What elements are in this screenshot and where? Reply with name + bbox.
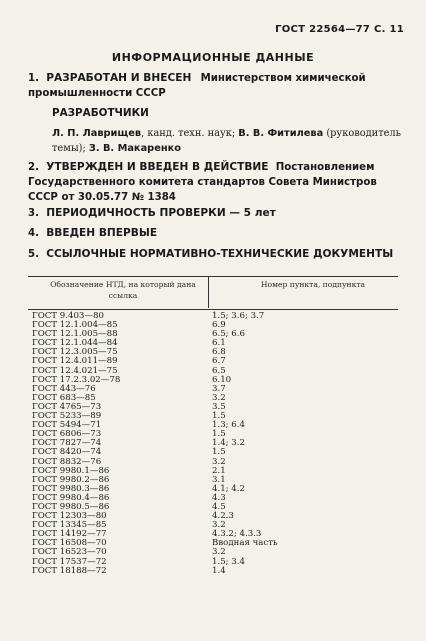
developer-3-name: З. В. Макаренко: [88, 143, 181, 154]
clause-number: 6.5; 6.6: [212, 329, 245, 340]
section-5-heading: ССЫЛОЧНЫЕ НОРМАТИВНО-ТЕХНИЧЕСКИЕ ДОКУМЕНТЫ: [46, 248, 394, 260]
clause-number: 4.1; 4.2: [212, 483, 245, 494]
clause-number: 4.5: [212, 501, 226, 512]
document-designation: ГОСТ 12.4.021—75: [32, 365, 118, 376]
clause-number: 4.3.2; 4.3.3: [212, 529, 262, 540]
clause-number: 4.3: [212, 492, 226, 503]
section-3: [28, 206, 410, 221]
col-header-clause: Номер пункта, подпункта: [260, 280, 366, 289]
clause-number: 6.10: [212, 374, 232, 385]
clause-number: 3.2: [212, 392, 226, 403]
section-2-date: 30.05.77 № 1384: [77, 192, 176, 203]
running-head: ГОСТ 22564—77 С. 11: [275, 24, 404, 35]
document-designation: ГОСТ 7827—74: [32, 438, 102, 449]
section-3-number: 3.: [28, 208, 39, 219]
document-designation: ГОСТ 12.1.004—85: [32, 320, 118, 331]
document-designation: ГОСТ 17.2.3.02—78: [32, 374, 121, 385]
section-2-heading: УТВЕРЖДЕН И ВВЕДЕН В ДЕЙСТВИЕ: [46, 161, 269, 173]
document-designation: ГОСТ 9980.2—86: [32, 474, 110, 485]
section-4-number: 4.: [28, 228, 39, 239]
clause-number: 1.4; 3.2: [212, 438, 245, 449]
clause-number: 3.2: [212, 547, 226, 558]
clause-number: 6.7: [212, 356, 226, 367]
section-1-text: Министерством химической промышленности СССР: [28, 73, 366, 99]
clause-number: 1.3; 6.4: [212, 420, 245, 431]
developer-1-name: Л. П. Лаврищев: [52, 128, 142, 139]
document-designation: ГОСТ 443—76: [32, 383, 96, 394]
document-designation: ГОСТ 12303—80: [32, 511, 107, 522]
clause-number: 1.5: [212, 429, 226, 440]
clause-number: 3.5: [212, 401, 226, 412]
clause-number: 2.1: [212, 465, 226, 476]
document-designation: ГОСТ 18188—72: [32, 565, 107, 576]
document-designation: ГОСТ 14192—77: [32, 529, 107, 540]
document-designation: ГОСТ 8832—76: [32, 456, 102, 467]
section-1-number: 1.: [28, 73, 39, 84]
document-designation: ГОСТ 9980.4—86: [32, 492, 110, 503]
document-designation: ГОСТ 9.403—80: [32, 311, 104, 321]
section-2-number: 2.: [28, 162, 39, 173]
document-designation: ГОСТ 12.1.005—88: [32, 329, 118, 340]
reference-table-header: [28, 276, 398, 310]
section-1-heading: РАЗРАБОТАН И ВНЕСЕН: [46, 72, 192, 84]
clause-number: 6.5: [212, 365, 226, 376]
document-designation: ГОСТ 6806—73: [32, 429, 102, 440]
clause-number: 3.2: [212, 520, 226, 531]
clause-number: 3.2: [212, 456, 226, 467]
clause-number: 1.5: [212, 447, 226, 458]
document-designation: ГОСТ 12.3.005—75: [32, 347, 118, 358]
document-designation: ГОСТ 9980.3—86: [32, 483, 110, 494]
section-5-number: 5.: [28, 249, 39, 260]
document-designation: ГОСТ 5494—71: [32, 420, 102, 431]
clause-number: 6.9: [212, 320, 226, 331]
developers-heading: РАЗРАБОТЧИКИ: [52, 107, 149, 119]
document-designation: ГОСТ 9980.1—86: [32, 465, 110, 476]
clause-number: 1.5; 3.6; 3.7: [212, 311, 265, 321]
table-row: [32, 567, 392, 576]
document-designation: ГОСТ 12.1.044—84: [32, 338, 118, 349]
clause-number: 1.4: [212, 565, 226, 576]
clause-number: 3.7: [212, 383, 226, 394]
reference-table-body: [32, 312, 392, 576]
column-divider: [208, 276, 209, 308]
clause-number: 3.1: [212, 474, 226, 485]
developer-2-role: (руководитель темы);: [52, 128, 401, 154]
document-designation: ГОСТ 4765—73: [32, 401, 102, 412]
section-5: [28, 247, 410, 262]
clause-number: 6.1: [212, 338, 226, 349]
clause-number: 1.5: [212, 411, 226, 422]
section-4-heading: ВВЕДЕН ВПЕРВЫЕ: [46, 227, 158, 239]
clause-number: 6.8: [212, 347, 226, 358]
col-header-document: Обозначение НТД, на который дана ссылка: [50, 280, 196, 300]
document-designation: ГОСТ 9980.5—86: [32, 501, 110, 512]
document-designation: ГОСТ 683—85: [32, 392, 96, 403]
developer-1-title: , канд. техн. наук;: [141, 128, 239, 139]
section-2-text: Постановлением Государственного комитета стандартов Совета Министров СССР от: [28, 162, 377, 203]
document-designation: ГОСТ 16523—70: [32, 547, 107, 558]
document-designation: ГОСТ 16508—70: [32, 538, 107, 549]
section-2: [28, 160, 410, 205]
clause-number: Вводная часть: [212, 538, 278, 549]
developer-2-name: В. В. Фитилева: [238, 128, 324, 139]
developers-list: [52, 126, 412, 156]
section-3-heading: ПЕРИОДИЧНОСТЬ ПРОВЕРКИ — 5 лет: [46, 207, 276, 219]
document-designation: ГОСТ 12.4.011—89: [32, 356, 118, 367]
document-designation: ГОСТ 13345—85: [32, 520, 107, 531]
clause-number: 1.5; 3.4: [212, 556, 245, 567]
section-1: [28, 71, 410, 101]
clause-number: 4.2.3: [212, 511, 234, 522]
document-designation: ГОСТ 8420—74: [32, 447, 102, 458]
page-title: ИНФОРМАЦИОННЫЕ ДАННЫЕ: [111, 51, 315, 64]
section-4: [28, 226, 410, 241]
document-designation: ГОСТ 5233—89: [32, 411, 102, 422]
document-designation: ГОСТ 17537—72: [32, 556, 107, 567]
